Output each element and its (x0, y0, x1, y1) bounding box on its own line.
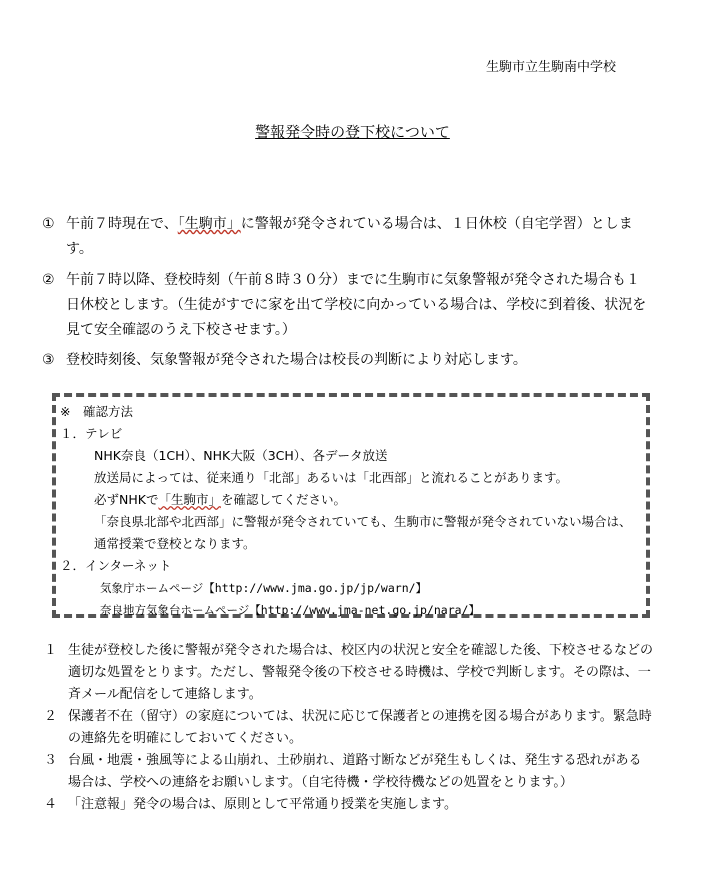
note-text: 生徒が登校した後に警報が発令された場合は、校区内の状況と安全を確認した後、下校させるなどの適切な処置をとります。ただし、警報発令後の下校させる時機は、学校で判断します。その際は、一斉メール配信をして連絡します。 (68, 643, 654, 702)
note-number: ３ (44, 753, 58, 768)
note-item (44, 794, 654, 816)
tv-heading: １．テレビ (60, 426, 123, 441)
notes-list (44, 640, 654, 816)
note-text: 台風・地震・強風等による山崩れ、土砂崩れ、道路寸断などが発生もしくは、発生する恐れがある場合は、学校への連絡をお願いします。（自宅待機・学校待機などの処置をとります。） (68, 753, 642, 790)
tv-channels: NHK奈良（1CH）、NHK大阪（3CH）、各データ放送 (94, 448, 388, 463)
confirmation-box (52, 393, 650, 618)
note-item (44, 706, 654, 750)
box-heading: ※ 確認方法 (60, 404, 133, 419)
tv-region-note: 放送局によっては、従来通り「北部」あるいは「北西部」と流れることがあります。 (94, 470, 569, 485)
rule-text-post: に警報が発令されている場合は、１日休校（自宅学習）とします。 (66, 216, 633, 257)
nara-jma-link[interactable]: 奈良地方気象台ホームページ【http://www.jma-net.go.jp/nara/】 (100, 603, 480, 617)
rule-text-pre: 午前７時現在で、 (66, 216, 178, 232)
rule-1 (42, 212, 652, 262)
rule-number: ① (42, 216, 55, 232)
net-heading: ２．インターネット (60, 558, 172, 573)
tv-warning-note: 「奈良県北部や北西部」に警報が発令されていても、生駒市に警報が発令されていない場合は、 (94, 514, 632, 529)
note-item (44, 750, 654, 794)
note-item (44, 640, 654, 706)
rule-text: 午前７時以降、登校時刻（午前８時３０分）までに生駒市に気象警報が発令された場合も１日休校とします。（生徒がすでに家を出て学校に向かっている場合は、学校に到着後、状況を見て安全確認のうえ下校させます。） (66, 272, 647, 338)
rule-number: ② (42, 272, 55, 288)
tv-check-post: を確認してください。 (220, 492, 346, 507)
school-name: 生駒市立生駒南中学校 (486, 60, 617, 75)
rule-number: ③ (42, 352, 55, 368)
tv-warning-note-2: 通常授業で登校となります。 (94, 536, 256, 551)
rule-3 (42, 348, 652, 373)
page-title: 警報発令時の登下校について (255, 123, 450, 141)
tv-check (60, 489, 642, 511)
note-number: １ (44, 643, 58, 658)
note-text: 保護者不在（留守）の家庭については、状況に応じて保護者との連携を図る場合があります。緊急時の連絡先を明確にしておいてください。 (68, 709, 652, 746)
highlight-ikoma: 「生駒市」 (158, 492, 221, 507)
note-number: ２ (44, 709, 58, 724)
highlight-ikoma: 「生駒市」 (177, 216, 241, 232)
note-text: 「注意報」発令の場合は、原則として平常通り授業を実施します。 (68, 797, 457, 812)
tv-check-pre: 必ずNHKで (94, 492, 159, 507)
rule-text (66, 212, 652, 262)
note-number: ４ (44, 797, 58, 812)
rule-2 (42, 268, 652, 343)
jma-link[interactable]: 気象庁ホームページ【http://www.jma.go.jp/jp/warn/】 (100, 581, 428, 595)
rule-text: 登校時刻後、気象警報が発令された場合は校長の判断により対応します。 (66, 352, 527, 368)
